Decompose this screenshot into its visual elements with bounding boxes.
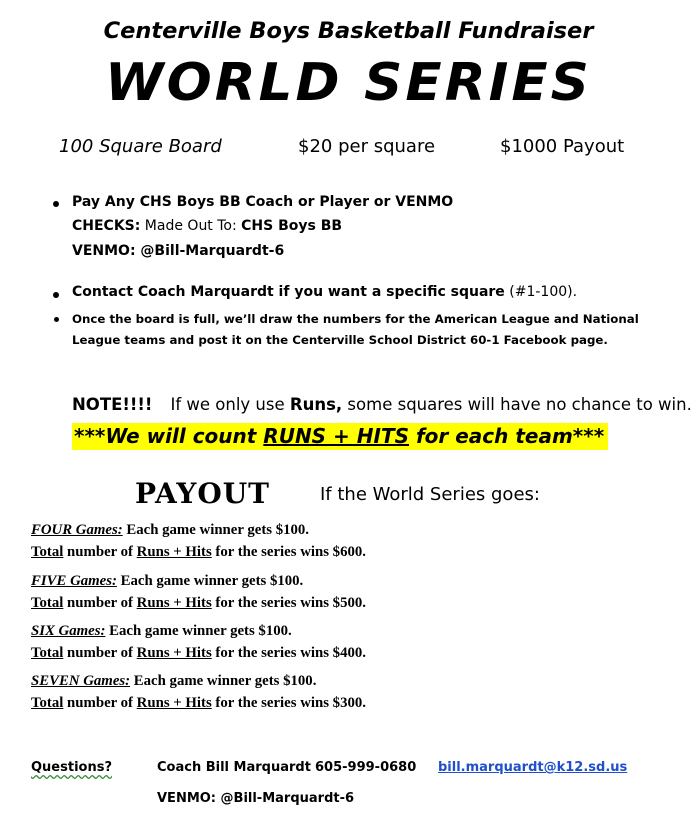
highlight-text-c: for each team*** <box>409 424 605 448</box>
coach-name: Coach Bill Marquardt <box>157 760 311 775</box>
payout-four-total <box>31 544 366 561</box>
note-runs: Runs, <box>289 395 343 414</box>
series-prize: for the series wins $400. <box>211 645 366 661</box>
checks-line <box>72 218 342 234</box>
payout-heading: PAYOUT <box>135 477 270 510</box>
bullet-dot <box>54 317 59 322</box>
highlight-banner <box>72 423 608 450</box>
total-payout: $1000 Payout <box>500 136 625 157</box>
venmo-line: VENMO: @Bill-Marquardt-6 <box>72 243 285 259</box>
total-label: Total <box>31 695 64 711</box>
games-label: FOUR Games: <box>31 522 123 538</box>
page-title: Centerville Boys Basketball Fundraiser <box>103 18 594 44</box>
bullet-dot <box>53 292 59 298</box>
series-prize: for the series wins $600. <box>211 544 366 560</box>
square-range: (#1-100). <box>504 284 578 300</box>
event-heading: WORLD SERIES <box>105 53 592 113</box>
contact-text: Contact Coach Marquardt if you want a specific square <box>72 284 505 300</box>
draw-description: Once the board is full, we’ll draw the numbers for the American League and National League teams and post it on the Centerville School District 60-1 Facebook page. <box>72 312 639 347</box>
payout-five-games <box>31 573 303 590</box>
coach-email-link[interactable]: bill.marquardt@k12.sd.us <box>438 760 628 775</box>
highlight-text-a: ***We will count <box>74 424 264 448</box>
total-mid: number of <box>63 544 137 560</box>
total-label: Total <box>31 544 64 560</box>
payout-six-total <box>31 645 366 662</box>
total-label: Total <box>31 595 64 611</box>
series-prize: for the series wins $300. <box>211 695 366 711</box>
board-size: 100 Square Board <box>59 136 222 157</box>
runs-hits-label: Runs + Hits <box>136 595 212 611</box>
games-label: SEVEN Games: <box>31 673 131 689</box>
runs-hits-label: Runs + Hits <box>136 544 212 560</box>
runs-hits-label: Runs + Hits <box>136 645 212 661</box>
contact-line <box>72 284 577 300</box>
square-price: $20 per square <box>298 136 436 157</box>
highlight-runs-hits: RUNS + HITS <box>263 424 409 448</box>
games-label: FIVE Games: <box>31 573 117 589</box>
game-winner-text: Each game winner gets $100. <box>122 522 309 538</box>
questions-label: Questions? <box>31 760 112 775</box>
bullet-dot <box>53 201 59 207</box>
note-label: NOTE!!!! <box>72 395 153 414</box>
payout-five-total <box>31 595 366 612</box>
payout-seven-total <box>31 695 366 712</box>
note-text-b: some squares will have no chance to win. <box>342 395 692 414</box>
checks-label: CHECKS: <box>72 218 141 234</box>
checks-mid: Made Out To: <box>140 218 242 234</box>
total-label: Total <box>31 645 64 661</box>
payout-four-games <box>31 522 309 539</box>
pay-instruction: Pay Any CHS Boys BB Coach or Player or VENMO <box>72 194 454 210</box>
total-mid: number of <box>63 645 137 661</box>
runs-hits-label: Runs + Hits <box>136 695 212 711</box>
footer-venmo: VENMO: @Bill-Marquardt-6 <box>157 791 355 806</box>
payout-seven-games <box>31 673 316 690</box>
note-text-a: If we only use <box>170 395 290 414</box>
series-prize: for the series wins $500. <box>211 595 366 611</box>
payout-six-games <box>31 623 292 640</box>
game-winner-text: Each game winner gets $100. <box>116 573 304 589</box>
coach-phone: 605-999-0680 <box>315 760 417 775</box>
games-label: SIX Games: <box>31 623 106 639</box>
total-mid: number of <box>63 595 137 611</box>
game-winner-text: Each game winner gets $100. <box>105 623 292 639</box>
total-mid: number of <box>63 695 137 711</box>
game-winner-text: Each game winner gets $100. <box>130 673 317 689</box>
payout-condition: If the World Series goes: <box>320 484 540 505</box>
checks-payee: CHS Boys BB <box>241 218 343 234</box>
note-line <box>72 395 692 414</box>
